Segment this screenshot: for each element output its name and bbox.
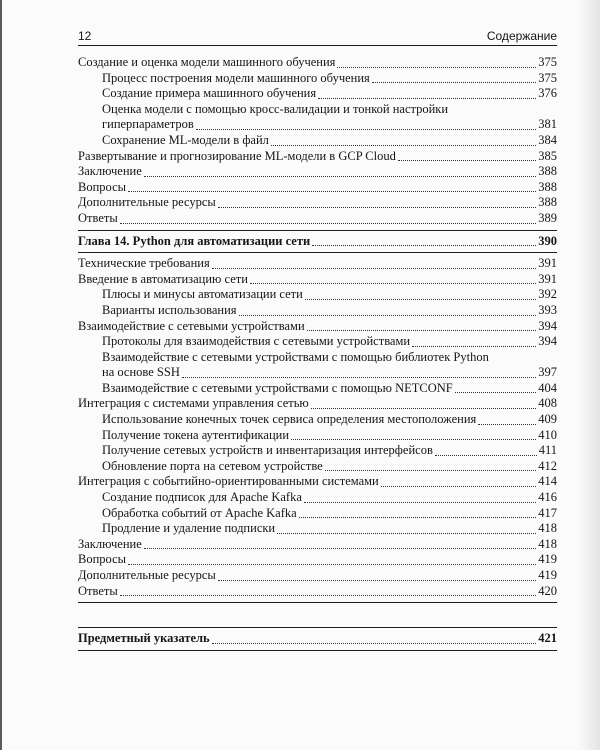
leader-dots [277, 533, 536, 534]
leader-dots [212, 643, 537, 644]
toc-entry[interactable] [78, 334, 557, 350]
toc-title: Дополнительные ресурсы [78, 568, 216, 582]
leader-dots [291, 439, 536, 440]
toc-page: 375 [538, 70, 557, 85]
toc-title: Технические требования [78, 256, 210, 271]
leader-dots [218, 207, 536, 208]
toc-entry[interactable] [78, 474, 557, 490]
leader-dots [144, 548, 537, 549]
toc-title: Процесс построения модели машинного обучения [102, 70, 370, 85]
page-edge-shadow [578, 0, 600, 750]
toc-page: 418 [538, 521, 557, 536]
toc-title: Глава 14. Python для автоматизации сети [78, 233, 311, 248]
toc-entry[interactable] [78, 365, 557, 381]
toc-entry[interactable] [78, 180, 557, 196]
toc-title: Создание примера машинного обучения [102, 86, 317, 101]
leader-dots [120, 595, 537, 596]
toc-page: 391 [538, 271, 557, 286]
toc-page: 393 [538, 302, 557, 317]
toc-entry-line1[interactable]: Взаимодействие с сетевыми устройствами с помощью библиотек Python [102, 349, 489, 364]
toc-page: 381 [538, 117, 557, 132]
toc-page: 375 [538, 55, 557, 69]
toc-page: 394 [538, 334, 557, 349]
leader-dots [435, 455, 537, 456]
leader-dots [196, 129, 536, 130]
toc-page: 388 [538, 179, 557, 194]
toc-entry[interactable] [78, 396, 557, 412]
toc-page: 388 [538, 195, 557, 210]
toc-entry[interactable] [78, 86, 557, 102]
toc-page: 418 [538, 536, 557, 551]
toc-title: Заключение [78, 536, 142, 551]
toc-title: гиперпараметров [102, 117, 194, 132]
toc-page: 416 [538, 490, 557, 505]
leader-dots [307, 330, 537, 331]
leader-dots [299, 517, 537, 518]
toc-entry[interactable] [78, 490, 557, 506]
toc-entry[interactable] [78, 537, 557, 553]
toc-entry[interactable] [78, 117, 557, 133]
toc-title: Вопросы [78, 552, 127, 567]
toc-title: Сохранение ML-модели в файл [102, 132, 269, 147]
toc-title: Получение сетевых устройств и инвентаризация интерфейсов [102, 443, 433, 458]
toc-page: 414 [538, 474, 557, 489]
toc-title: Протоколы для взаимодействия с сетевыми устройствами [102, 334, 411, 349]
leader-dots [398, 160, 536, 161]
toc-entry[interactable] [78, 459, 557, 475]
toc-page: 411 [538, 443, 557, 458]
toc-entry[interactable] [78, 133, 557, 149]
leader-dots [455, 392, 537, 393]
toc-title: Предметный указатель [78, 631, 210, 646]
leader-dots [250, 283, 536, 284]
toc-chapter-14[interactable] [78, 234, 557, 250]
leader-dots [271, 145, 536, 146]
toc-entry[interactable] [78, 287, 557, 303]
leader-dots [144, 176, 537, 177]
toc-page: 410 [538, 427, 557, 442]
toc-entry[interactable] [78, 211, 557, 227]
toc-page: 388 [538, 164, 557, 179]
toc-page: 392 [538, 287, 557, 302]
leader-dots [304, 502, 536, 503]
table-of-contents [78, 55, 557, 654]
divider [78, 650, 557, 651]
leader-dots [218, 580, 536, 581]
toc-title: Создание и оценка модели машинного обучения [78, 55, 336, 69]
toc-title: Получение токена аутентификации [102, 427, 290, 442]
leader-dots [381, 486, 537, 487]
toc-page: 412 [538, 458, 557, 473]
divider [78, 252, 557, 253]
toc-title: Заключение [78, 164, 142, 179]
toc-page: 421 [538, 631, 557, 646]
toc-title: Варианты использования [102, 302, 237, 317]
leader-dots [128, 564, 536, 565]
toc-title: Продление и удаление подписки [102, 521, 276, 536]
toc-title: Ответы [78, 210, 118, 225]
toc-block-chapter13-tail [78, 55, 557, 227]
leader-dots [318, 98, 536, 99]
toc-entry[interactable] [78, 149, 557, 165]
divider [78, 627, 557, 628]
toc-entry[interactable] [78, 319, 557, 335]
toc-entry[interactable] [78, 256, 557, 272]
leader-dots [312, 245, 536, 246]
leader-dots [305, 299, 536, 300]
toc-entry[interactable] [78, 428, 557, 444]
leader-dots [478, 424, 536, 425]
toc-entry[interactable] [78, 55, 557, 71]
toc-title: Введение в автоматизацию сети [78, 271, 248, 286]
toc-index[interactable] [78, 631, 557, 647]
toc-page: 397 [538, 365, 557, 380]
leader-dots [372, 82, 536, 83]
toc-title: Взаимодействие с сетевыми устройствами с помощью NETCONF [102, 380, 453, 395]
toc-page: 409 [538, 412, 557, 427]
toc-title: Взаимодействие с сетевыми устройствами [78, 318, 305, 333]
toc-entry[interactable] [78, 506, 557, 522]
toc-page: 389 [538, 210, 557, 225]
toc-title: Дополнительные ресурсы [78, 195, 216, 210]
running-head [78, 29, 557, 46]
toc-page: 408 [538, 396, 557, 411]
toc-page: 419 [538, 552, 557, 567]
toc-entry[interactable] [78, 272, 557, 288]
leader-dots [311, 408, 537, 409]
toc-entry[interactable] [78, 412, 557, 428]
divider [78, 602, 557, 603]
toc-entry[interactable] [78, 71, 557, 87]
leader-dots [412, 346, 536, 347]
toc-entry[interactable] [78, 568, 557, 584]
toc-title: Вопросы [78, 179, 127, 194]
toc-page: 391 [538, 256, 557, 271]
toc-page: 420 [538, 583, 557, 598]
toc-page: 384 [538, 132, 557, 147]
toc-entry[interactable] [78, 521, 557, 537]
leader-dots [212, 268, 537, 269]
toc-title: Создание подписок для Apache Kafka [102, 490, 302, 505]
toc-entry[interactable] [78, 552, 557, 568]
section-title: Содержание [486, 29, 557, 43]
toc-entry[interactable] [78, 195, 557, 211]
toc-title: Обработка событий от Apache Kafka [102, 505, 297, 520]
toc-page: 385 [538, 148, 557, 163]
toc-entry[interactable] [78, 443, 557, 459]
toc-title: Интеграция с событийно-ориентированными системами [78, 474, 379, 489]
leader-dots [128, 191, 536, 192]
toc-title: Развертывание и прогнозирование ML-модели в GCP Cloud [78, 148, 396, 163]
toc-title: Плюсы и минусы автоматизации сети [102, 287, 303, 302]
toc-entry[interactable] [78, 303, 557, 319]
toc-entry[interactable] [78, 164, 557, 180]
toc-title: Обновление порта на сетевом устройстве [102, 458, 323, 473]
toc-page: 376 [538, 86, 557, 101]
page-number: 12 [78, 29, 92, 43]
toc-title: на основе SSH [102, 365, 180, 380]
toc-entry[interactable] [78, 381, 557, 397]
divider [78, 230, 557, 231]
toc-page: 394 [538, 318, 557, 333]
toc-title: Ответы [78, 583, 118, 598]
leader-dots [325, 470, 537, 471]
toc-title: Интеграция с системами управления сетью [78, 396, 309, 411]
leader-dots [239, 315, 537, 316]
toc-page: 404 [538, 380, 557, 395]
leader-dots [337, 67, 536, 68]
toc-page: 417 [538, 505, 557, 520]
toc-entry-line1[interactable]: Оценка модели с помощью кросс-валидации и тонкой настройки [102, 101, 449, 116]
toc-page: 390 [538, 233, 557, 248]
toc-page: 419 [538, 568, 557, 582]
toc-entry[interactable] [78, 584, 557, 600]
toc-title: Использование конечных точек сервиса определения местоположения [102, 412, 477, 427]
leader-dots [182, 377, 536, 378]
leader-dots [120, 223, 537, 224]
toc-block-chapter14 [78, 256, 557, 599]
